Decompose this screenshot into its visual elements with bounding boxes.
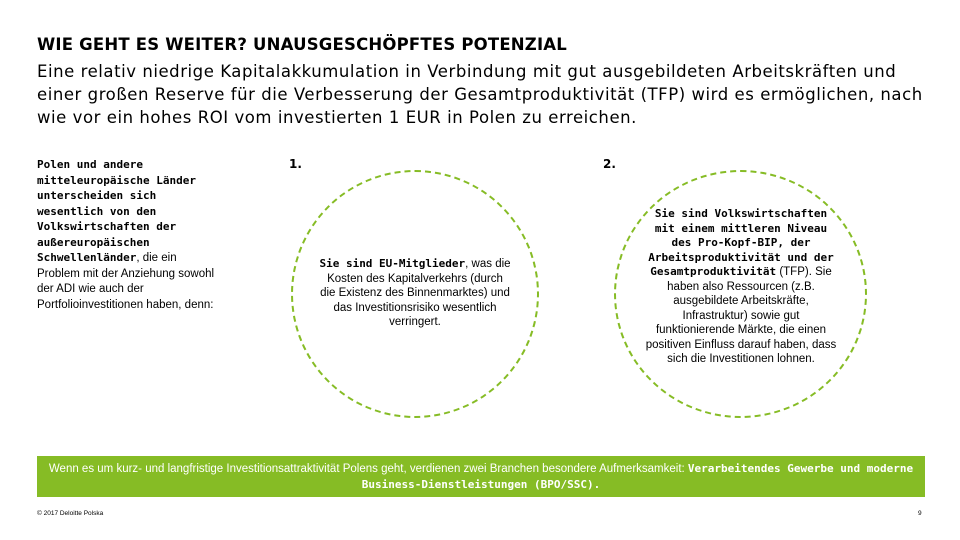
point-2-text bbox=[645, 207, 837, 367]
banner-text-bold: Verarbeitendes Gewerbe und moderne Business-Dienstleistungen (BPO/SSC). bbox=[361, 462, 914, 491]
page-number: 9 bbox=[918, 510, 922, 517]
conclusion-banner bbox=[37, 456, 925, 497]
copyright-footer: © 2017 Deloitte Polska bbox=[37, 510, 104, 517]
intro-text-rest: , die ein Problem mit der Anziehung sowohl der ADI wie auch der Portfolioinvestitionen haben, denn: bbox=[37, 252, 215, 311]
point-1-number: 1. bbox=[289, 157, 302, 171]
banner-text: Wenn es um kurz- und langfristige Investitionsattraktivität Polens geht, verdienen zwei Branchen besondere Aufmerksamkeit: bbox=[48, 463, 688, 475]
point-1-text-rest: , was die Kosten des Kapitalverkehrs (durch die Existenz des Binnenmarktes) und das Investitionsrisiko wesentlich verringert. bbox=[320, 258, 511, 328]
intro-text-bold: Polen und andere mitteleuropäische Länder unterscheiden sich wesentlich von den Volkswirtschaften der außereuropäischen Schwellenländer bbox=[37, 158, 196, 264]
point-2-number: 2. bbox=[603, 157, 616, 171]
point-2-text-bold: Sie sind Volkswirtschaften mit einem mittleren Niveau des Pro-Kopf-BIP, der Arbeitsproduktivität und der Gesamtproduktivität bbox=[648, 207, 834, 278]
point-1-text bbox=[318, 257, 512, 330]
point-1-text-bold: Sie sind EU-Mitglieder bbox=[319, 257, 466, 270]
point-2-text-rest: (TFP). Sie haben also Ressourcen (z.B. ausgebildete Arbeitskräfte, Infrastruktur) sowie gut funktionierende Märkte, die einen positiven Einfluss darauf haben, dass sich die Investitionen lohnen. bbox=[645, 266, 837, 365]
slide-title: WIE GEHT ES WEITER? UNAUSGESCHÖPFTES POTENZIAL bbox=[37, 35, 567, 54]
intro-text bbox=[37, 157, 219, 312]
slide-subtitle: Eine relativ niedrige Kapitalakkumulation in Verbindung mit gut ausgebildeten Arbeitskräften und einer großen Reserve für die Verbesserung der Gesamtproduktivität (TFP) wird es ermöglichen, nach wie vor ein hohes ROI vom investierten 1 EUR in Polen zu erreichen. bbox=[37, 62, 923, 127]
